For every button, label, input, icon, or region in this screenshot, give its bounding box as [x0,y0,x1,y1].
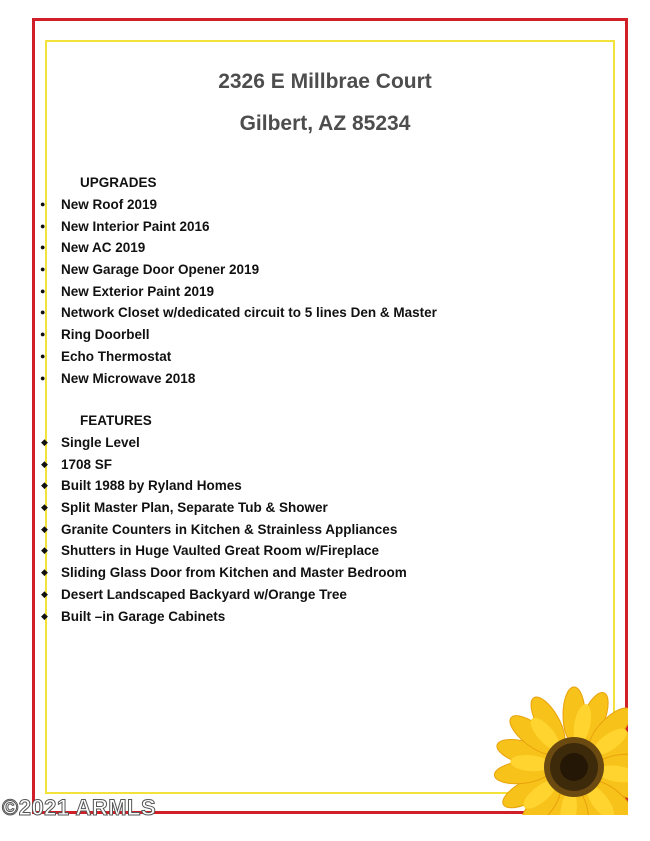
list-item: ● New Garage Door Opener 2019 [38,259,437,281]
list-item: ● New Roof 2019 [38,194,437,216]
address-line-1: 2326 E Millbrae Court [218,70,432,93]
features-list [38,432,407,627]
diamond-bullet-icon: ◆ [41,610,48,621]
sunflower-image [492,685,628,815]
list-item: ● New Interior Paint 2016 [38,216,437,238]
list-item: ◆ Shutters in Huge Vaulted Great Room w/Fireplace [38,540,407,562]
diamond-bullet-icon: ◆ [41,437,48,447]
diamond-bullet-icon: ◆ [41,458,48,469]
bullet-icon: ● [40,307,46,318]
features-title: FEATURES [80,413,152,428]
diamond-bullet-icon: ◆ [41,523,48,534]
upgrades-list [38,194,437,389]
list-item: ◆ Split Master Plan, Separate Tub & Shower [38,497,407,519]
list-item: ◆ Desert Landscaped Backyard w/Orange Tree [38,584,407,606]
bullet-icon: ● [40,350,46,361]
upgrades-title: UPGRADES [80,175,157,190]
list-item: ◆ Built 1988 by Ryland Homes [38,475,407,497]
diamond-bullet-icon: ◆ [41,502,48,513]
list-item: ● Echo Thermostat [38,346,437,368]
list-item: ◆ Single Level [38,432,407,454]
bullet-icon: ● [40,329,46,340]
list-item: ● New Exterior Paint 2019 [38,281,437,303]
bullet-icon: ● [40,220,46,231]
list-item: ◆ Granite Counters in Kitchen & Strainless Appliances [38,519,407,541]
bullet-icon: ● [40,242,46,253]
list-item: ◆ 1708 SF [38,454,407,476]
bullet-icon: ● [40,199,46,209]
diamond-bullet-icon: ◆ [41,480,48,491]
list-item: ● Ring Doorbell [38,324,437,346]
bullet-icon: ● [40,372,46,383]
address-line-2: Gilbert, AZ 85234 [239,112,411,135]
list-item: ● New Microwave 2018 [38,368,437,390]
diamond-bullet-icon: ◆ [41,588,48,599]
list-item: ● New AC 2019 [38,237,437,259]
list-item: ● Network Closet w/dedicated circuit to 5 lines Den & Master [38,302,437,324]
list-item: ◆ Built –in Garage Cabinets [38,606,407,628]
diamond-bullet-icon: ◆ [41,545,48,556]
list-item: ◆ Sliding Glass Door from Kitchen and Master Bedroom [38,562,407,584]
bullet-icon: ● [40,264,46,275]
watermark: ©2021 ARMLS [2,795,157,820]
bullet-icon: ● [40,285,46,296]
diamond-bullet-icon: ◆ [41,567,48,578]
